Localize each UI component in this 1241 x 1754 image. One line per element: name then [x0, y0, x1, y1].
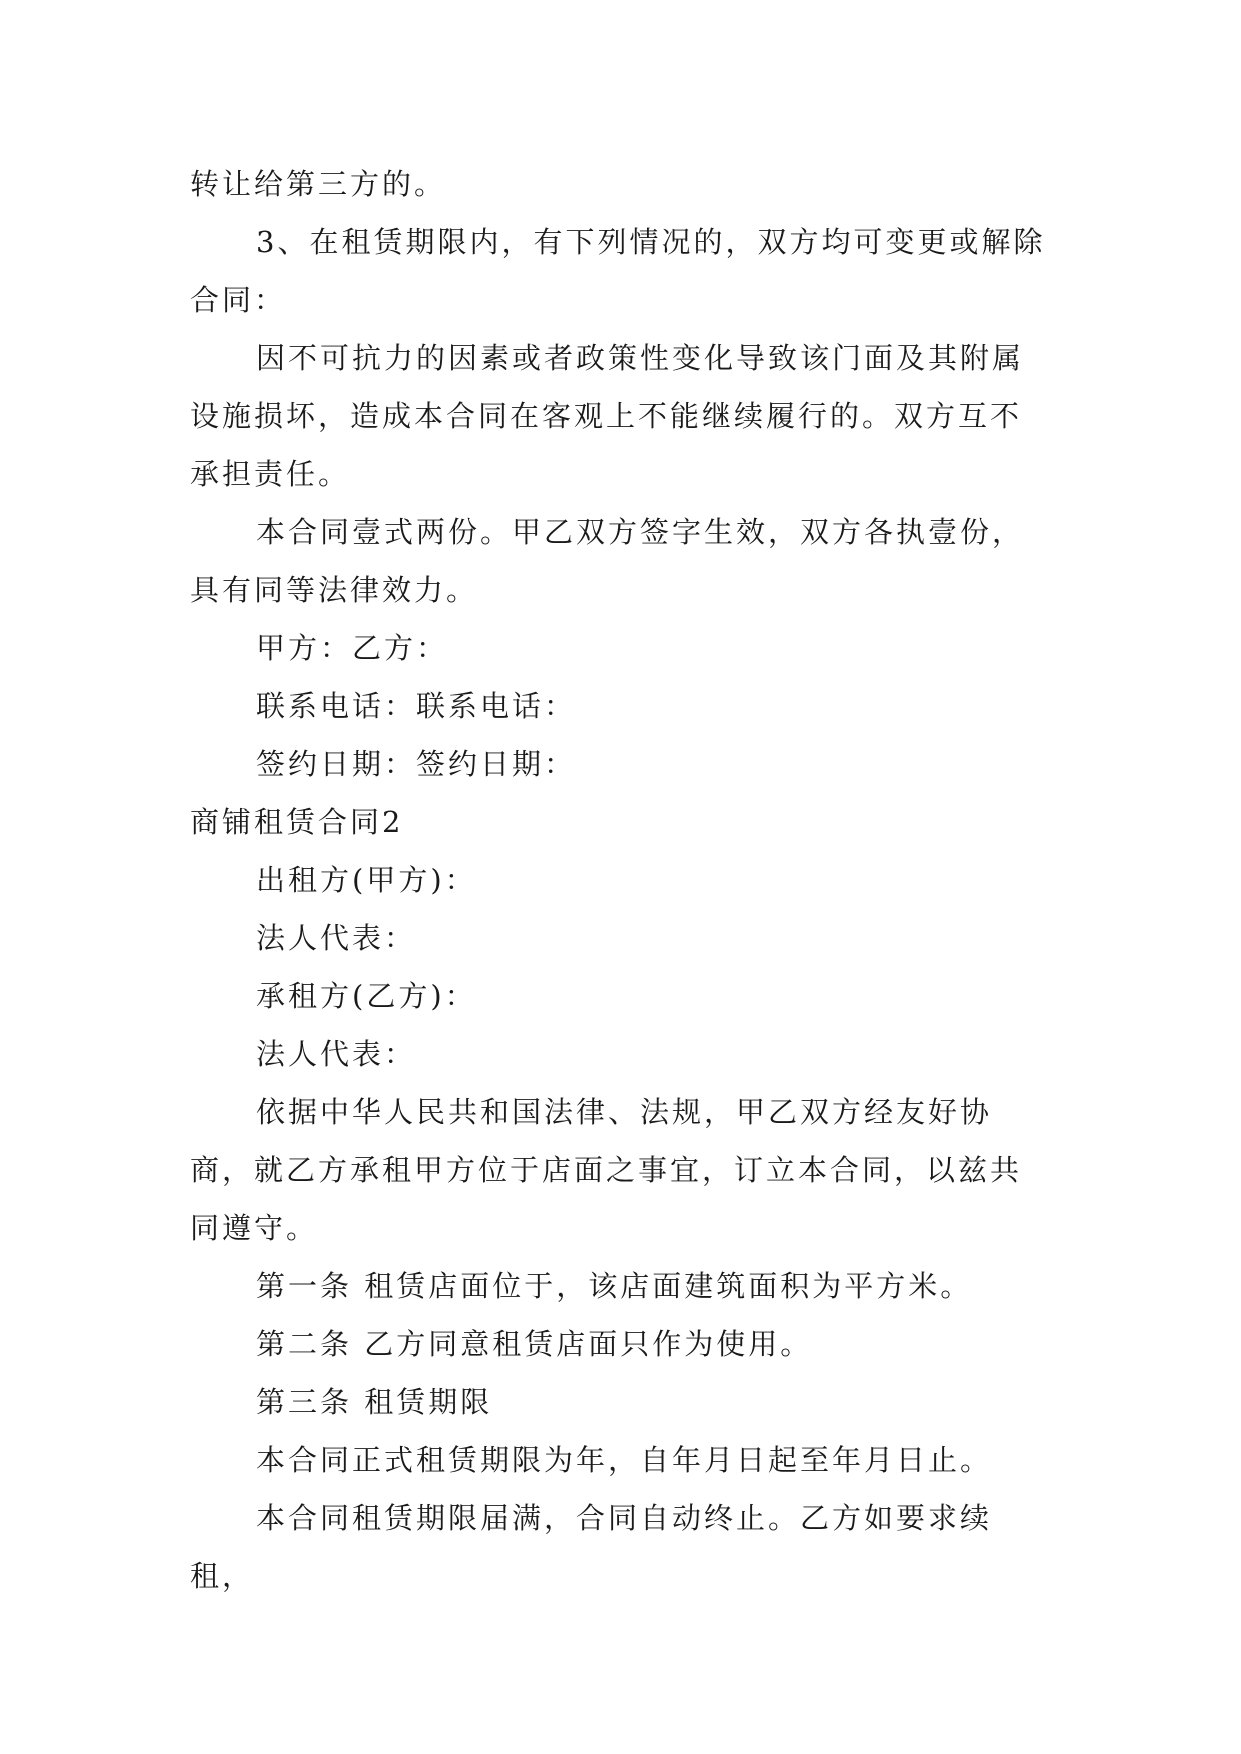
paragraph: 转让给第三方的。: [190, 167, 447, 201]
signature-party-line: 甲方：乙方：: [256, 631, 449, 665]
paragraph: 本合同租赁期限届满，合同自动终止。乙方如要求续租，: [190, 1501, 993, 1593]
paragraph: 因不可抗力的因素或者政策性变化导致该门面及其附属设施损坏，造成本合同在客观上不能继续履行的。双方互不承担责任。: [190, 341, 1025, 491]
paragraph: 依据中华人民共和国法律、法规，甲乙双方经友好协商，就乙方承租甲方位于店面之事宜，订立本合同，以兹共同遵守。: [190, 1095, 1023, 1245]
signature-date-line: 签约日期：签约日期：: [256, 747, 577, 781]
lessee-line: 承租方(乙方)：: [256, 979, 477, 1013]
paragraph: 本合同壹式两份。甲乙双方签字生效，双方各执壹份，具有同等法律效力。: [190, 515, 1025, 607]
article-1: 第一条 租赁店面位于，该店面建筑面积为平方米。: [256, 1269, 973, 1303]
document-body: [190, 155, 1050, 1605]
article-2: 第二条 乙方同意租赁店面只作为使用。: [256, 1327, 813, 1361]
article-3-heading: 第三条 租赁期限: [256, 1385, 493, 1419]
paragraph: 本合同正式租赁期限为年，自年月日起至年月日止。: [256, 1443, 993, 1477]
section-heading: 商铺租赁合同2: [190, 805, 404, 839]
paragraph: 3、在租赁期限内，有下列情况的，双方均可变更或解除合同：: [190, 225, 1046, 317]
lessor-representative-line: 法人代表：: [256, 921, 417, 955]
lessor-line: 出租方(甲方)：: [256, 863, 477, 897]
signature-phone-line: 联系电话：联系电话：: [256, 689, 577, 723]
lessee-representative-line: 法人代表：: [256, 1037, 417, 1071]
